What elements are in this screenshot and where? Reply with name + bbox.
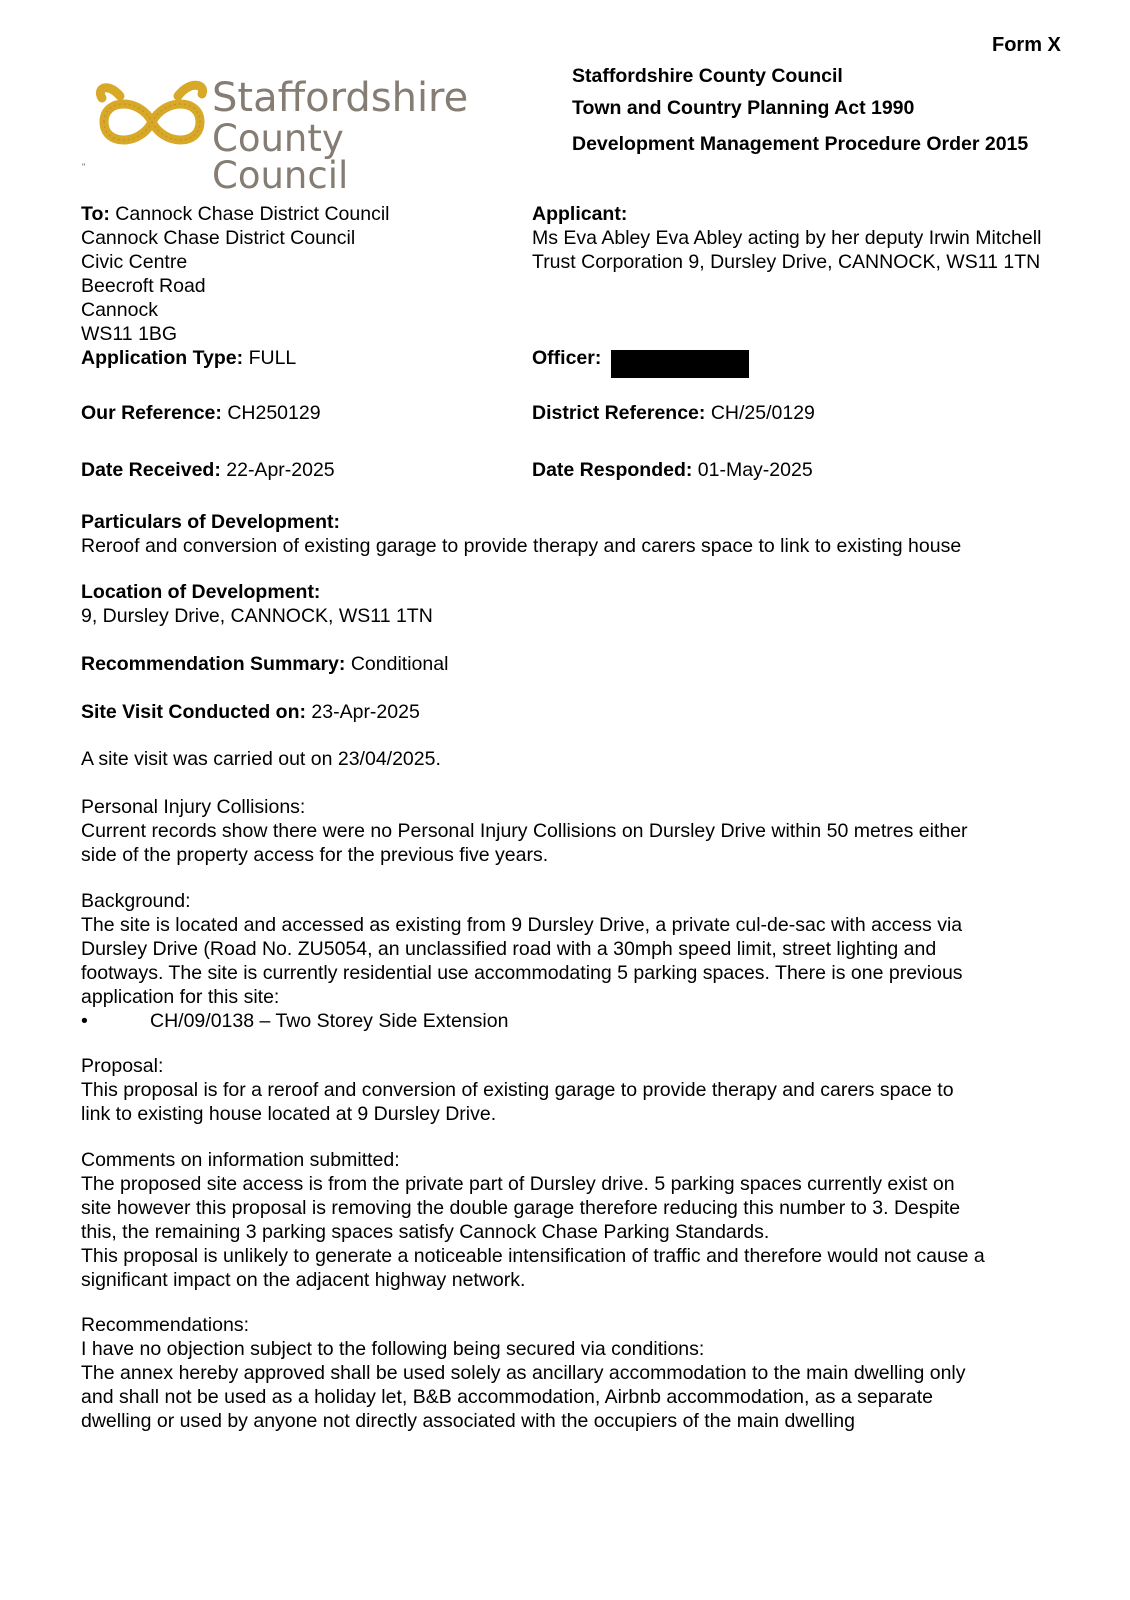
district-reference-label: District Reference: [532,402,706,424]
comments-line: The proposed site access is from the private part of Dursley drive. 5 parking spaces currently exist on [81,1173,955,1195]
applicant-label: Applicant: [532,203,628,225]
bullet-icon: • [81,1010,88,1032]
comments-heading: Comments on information submitted: [81,1149,400,1171]
to-address-line: Cannock Chase District Council [81,227,356,249]
applicant-block [532,202,1041,274]
council-logo [94,74,474,197]
recommendations-line: dwelling or used by anyone not directly associated with the occupiers of the main dwelling [81,1410,855,1432]
form-label: Form X [992,34,1061,56]
officer-label: Officer: [532,347,602,369]
collisions-line: Current records show there were no Personal Injury Collisions on Dursley Drive within 50 metres either [81,820,968,842]
officer-field [532,346,601,370]
logo-name-line1: Staffordshire [212,75,469,121]
proposal-line: link to existing house located at 9 Dursley Drive. [81,1103,497,1125]
recommendations-line: and shall not be used as a holiday let, B&B accommodation, Airbnb accommodation, as a separate [81,1386,934,1408]
proposal-section [81,1054,1081,1126]
applicant-line: Trust Corporation 9, Dursley Drive, CANNOCK, WS11 1TN [532,251,1041,273]
comments-line: This proposal is unlikely to generate a noticeable intensification of traffic and therefore would not cause a [81,1245,985,1267]
to-address-line: WS11 1BG [81,323,178,345]
collisions-section [81,795,1081,867]
date-responded [532,458,813,482]
collisions-heading: Personal Injury Collisions: [81,796,306,818]
proposal-heading: Proposal: [81,1055,164,1077]
recommendations-line: The annex hereby approved shall be used solely as ancillary accommodation to the main dwelling only [81,1362,966,1384]
to-address-line: Cannock [81,299,158,321]
recommendations-section [81,1313,1081,1433]
our-reference-value: CH250129 [227,402,321,424]
our-reference-label: Our Reference: [81,402,222,424]
recommendation-summary [81,652,1081,676]
background-line: Dursley Drive (Road No. ZU5054, an unclassified road with a 30mph speed limit, street lighting and [81,938,937,960]
staffordshire-knot-icon [94,74,212,174]
comments-line: significant impact on the adjacent highway network. [81,1269,526,1291]
recommendation-summary-label: Recommendation Summary: [81,653,346,675]
header-council: Staffordshire County Council [572,65,843,87]
date-received-label: Date Received: [81,459,221,481]
to-address-line: Beecroft Road [81,275,206,297]
recommendation-summary-value: Conditional [350,653,449,675]
location-section [81,580,1081,628]
to-label: To: [81,203,110,225]
proposal-line: This proposal is for a reroof and conversion of existing garage to provide therapy and carers space to [81,1079,954,1101]
logo-name-line2: County Council [212,117,349,197]
background-line: application for this site: [81,986,280,1008]
background-line: footways. The site is currently residential use accommodating 5 parking spaces. There is one previous [81,962,963,984]
background-line: The site is located and accessed as existing from 9 Dursley Drive, a private cul-de-sac with access via [81,914,963,936]
comments-section [81,1148,1081,1292]
recommendations-line: I have no objection subject to the following being secured via conditions: [81,1338,705,1360]
officer-redaction [611,350,749,378]
site-visit-value: 23-Apr-2025 [311,701,420,723]
background-bullet [81,1009,1081,1033]
particulars-section [81,510,1081,558]
date-received [81,458,335,482]
comments-line: site however this proposal is removing the double garage therefore reducing this number to 3. Despite [81,1197,961,1219]
date-responded-value: 01-May-2025 [697,459,813,481]
background-bullet-text: CH/09/0138 – Two Storey Side Extension [150,1010,509,1032]
stray-mark: " [82,162,86,172]
site-visit-note: A site visit was carried out on 23/04/2025. [81,748,441,770]
to-name: Cannock Chase District Council [115,203,390,225]
district-reference-value: CH/25/0129 [710,402,815,424]
site-visit-label: Site Visit Conducted on: [81,701,306,723]
background-section [81,889,1081,1033]
district-reference [532,401,815,425]
particulars-value: Reroof and conversion of existing garage to provide therapy and carers space to link to existing house [81,535,962,557]
applicant-line: Ms Eva Abley Eva Abley acting by her deputy Irwin Mitchell [532,227,1042,249]
comments-line: this, the remaining 3 parking spaces satisfy Cannock Chase Parking Standards. [81,1221,770,1243]
date-responded-label: Date Responded: [532,459,693,481]
header-order: Development Management Procedure Order 2015 [572,133,1029,155]
collisions-line: side of the property access for the previous five years. [81,844,549,866]
our-reference [81,401,321,425]
to-address-line: Civic Centre [81,251,188,273]
particulars-label: Particulars of Development: [81,511,340,533]
application-type-value: FULL [248,347,297,369]
site-visit [81,700,1081,724]
location-label: Location of Development: [81,581,321,603]
to-block [81,202,390,370]
location-value: 9, Dursley Drive, CANNOCK, WS11 1TN [81,605,433,627]
application-type-label: Application Type: [81,347,244,369]
date-received-value: 22-Apr-2025 [226,459,335,481]
background-heading: Background: [81,890,191,912]
recommendations-heading: Recommendations: [81,1314,249,1336]
header-act: Town and Country Planning Act 1990 [572,97,915,119]
